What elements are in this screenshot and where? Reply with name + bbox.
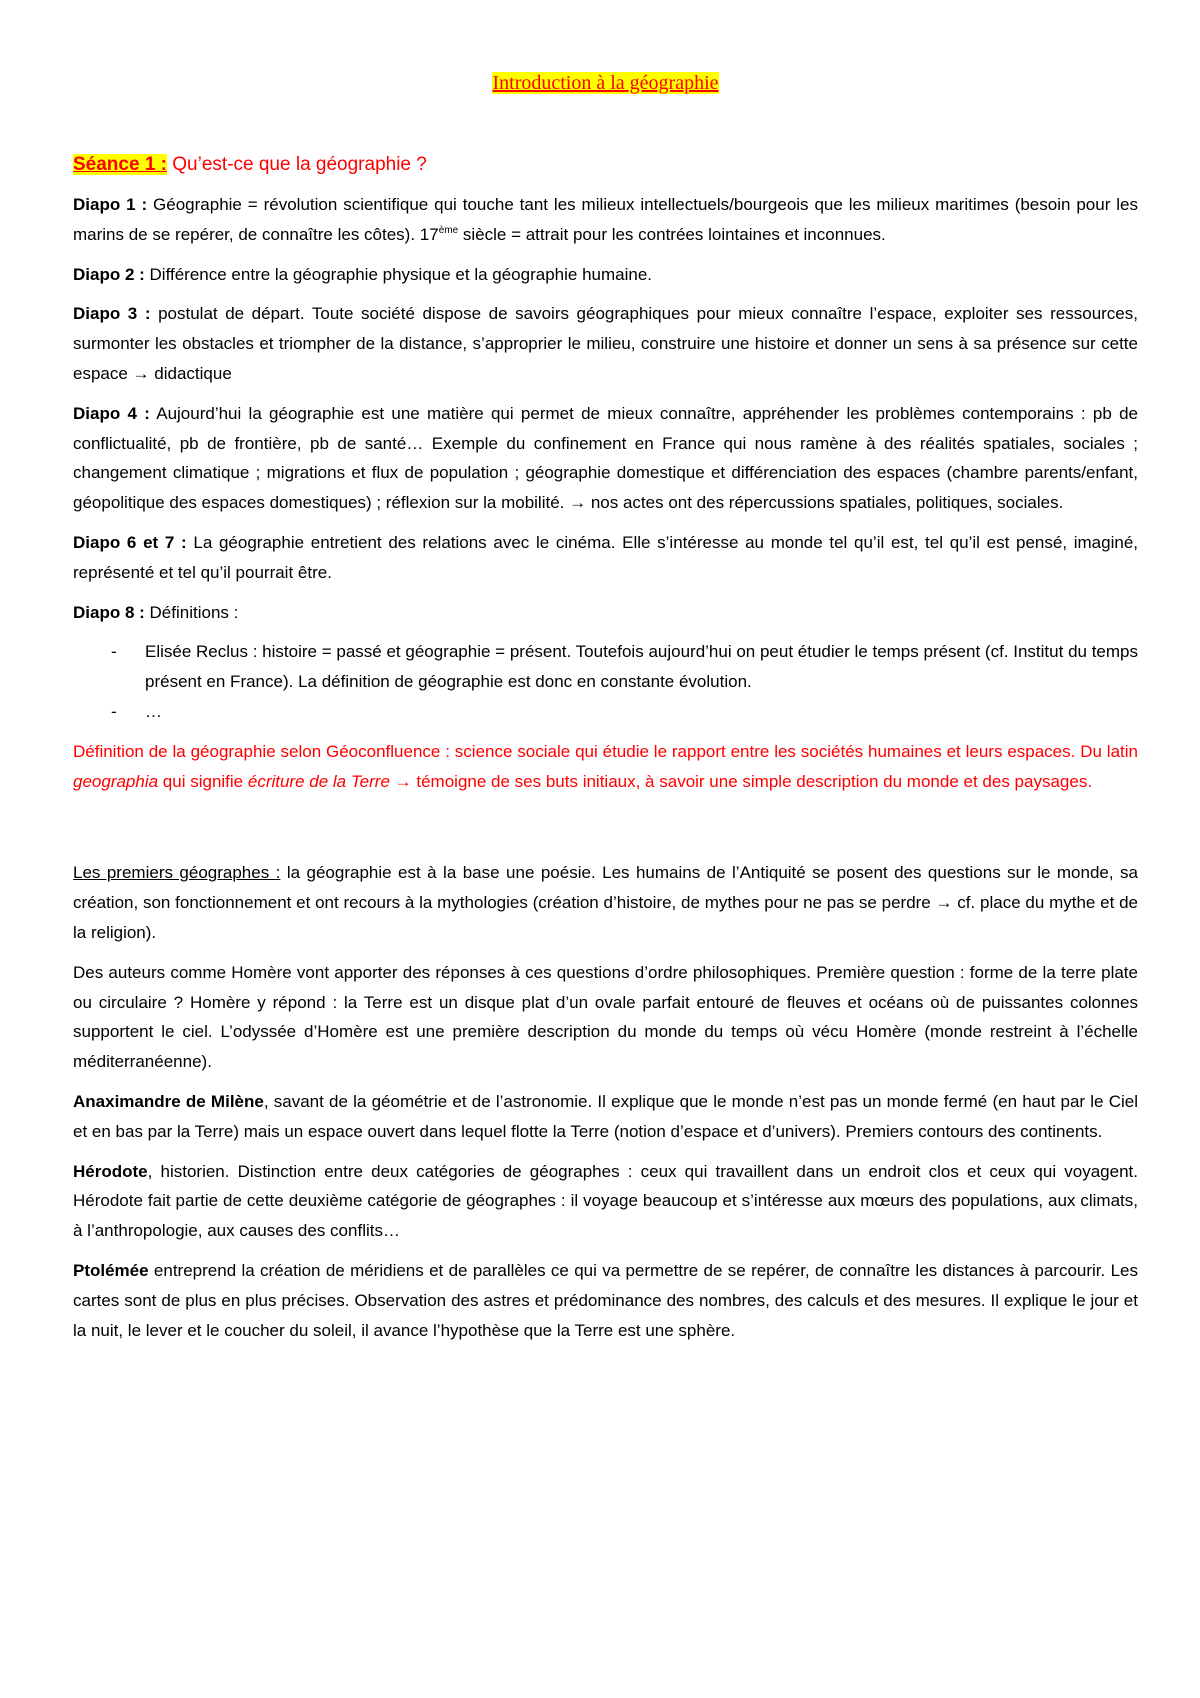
ptolemee-name: Ptolémée [73,1260,149,1280]
section-spacer [73,806,1138,858]
right-arrow-icon: → [935,893,953,913]
premiers-text: la géographie est à la base une poésie. Les humains de l’Antiquité se posent des questions sur le monde, sa création, son fonctionnement et ont recours à la mythologies (création d’histoire, de mythes pour ne pas se perdre [73,863,1138,913]
right-arrow-icon: → [132,363,150,383]
diapo-6-7-label: Diapo 6 et 7 : [73,532,187,552]
diapo-3-text: postulat de départ. Toute société dispose de savoirs géographiques pour mieux connaître l’espace, exploiter ses ressources, surmonter les obstacles et triompher de la distance, s’approprier le milieu, construire une histoire et donner un sens à sa présence sur cette espace [73,304,1138,383]
premiers-after: cf. place du mythe et de la religion). [73,893,1138,942]
definition-part-2: qui signifie [158,771,248,791]
premiers-label: Les premiers géographes : [73,863,281,883]
diapo-4-text: Aujourd’hui la géographie est une matière qui permet de mieux connaître, appréhender les problèmes contemporains : pb de conflictualité, pb de frontière, pb de santé… Exemple du confinement en France qui nous ramène à des réalités spatiales, sociales ; changement climatique ; migrations et flux de population ; géographie domestique et différenciation des espaces (chambre parents/enfant, géopolitique des espaces domestiques) ; réflexion sur la mobilité. [73,403,1138,513]
list-item: - … [73,697,1138,727]
paragraph-diapo-6-7 [73,528,1138,588]
diapo-4-label: Diapo 4 : [73,403,150,423]
definitions-list [73,637,1138,726]
diapo-2-label: Diapo 2 : [73,264,145,284]
diapo-3-after: didactique [149,363,232,383]
paragraph-diapo-4 [73,399,1138,518]
ptolemee-text: entreprend la création de méridiens et de parallèles ce qui va permettre de se repérer, de connaître les distances à parcourir. Les cartes sont de plus en plus précises. Observation des astres et prédominance des nombres, des calculs et des mesures. Il explique le jour et la nuit, le lever et le coucher du soleil, il avance l’hypothèse que la Terre est une sphère. [73,1260,1138,1340]
diapo-4-after: nos actes ont des répercussions spatiales, politiques, sociales. [586,493,1064,513]
diapo-8-label: Diapo 8 : [73,602,145,622]
session-question: Qu’est-ce que la géographie ? [167,154,427,175]
definition-part-1: Définition de la géographie selon Géoconfluence : science sociale qui étudie le rapport entre les sociétés humaines et leurs espaces. Du latin [73,741,1138,761]
definition-italic-2: écriture de la Terre [247,771,390,791]
document-title-text: Introduction à la géographie [492,72,719,94]
diapo-3-label: Diapo 3 : [73,304,151,324]
list-item: - Elisée Reclus : histoire = passé et géographie = présent. Toutefois aujourd’hui on peut étudier le temps présent (cf. Institut du temps présent en France). La définition de géographie est donc en constante évolution. [73,637,1138,697]
paragraph-homere: Des auteurs comme Homère vont apporter des réponses à ces questions d’ordre philosophiques. Première question : forme de la terre plate ou circulaire ? Homère y répond : la Terre est un disque plat d’un ovale parfait entouré de fleuves et océans où de puissantes colonnes supportent le ciel. L’odyssée d’Homère est une première description du monde du temps où vécu Homère (monde restreint à l’échelle méditerranéenne). [73,962,1138,1072]
session-heading [73,150,1138,180]
paragraph-premiers-geographes [73,858,1138,947]
paragraph-diapo-1 [73,190,1138,250]
right-arrow-icon: → [569,493,587,513]
herodote-text: , historien. Distinction entre deux catégories de géographes : ceux qui travaillent dans un endroit clos et ceux qui voyagent. Hérodote fait partie de cette deuxième catégorie de géographes : il voyage beaucoup et s’intéresse aux mœurs des populations, aux climats, à l’anthropologie, aux causes des conflits… [73,1161,1138,1241]
paragraph-diapo-3 [73,299,1138,388]
document-title [73,68,1138,98]
paragraph-herodote [73,1157,1138,1246]
anaximandre-text: , savant de la géométrie et de l’astronomie. Il explique que le monde n’est pas un monde fermé (en haut par le Ciel et en bas par la Terre) mais un espace ouvert dans lequel flotte la Terre (notion d’espace et d’univers). Premiers contours des continents. [73,1091,1138,1141]
diapo-1-label: Diapo 1 : [73,195,148,214]
diapo-1-text-b: siècle = attrait pour les contrées lointaines et inconnues. [458,224,886,244]
definition-part-3: témoigne de ses buts initiaux, à savoir une simple description du monde et des paysages. [416,771,1093,791]
diapo-8-text: Définitions : [144,602,239,622]
right-arrow-icon: → [389,771,417,791]
paragraph-ptolemee [73,1256,1138,1345]
session-label: Séance 1 : [73,154,167,175]
definition-paragraph [73,737,1138,797]
paragraph-diapo-2 [73,260,1138,290]
diapo-6-7-text: La géographie entretient des relations avec le cinéma. Elle s’intéresse au monde tel qu’il est, tel qu’il est pensé, imaginé, représenté et tel qu’il pourrait être. [73,532,1138,582]
paragraph-diapo-8 [73,598,1138,628]
anaximandre-name: Anaximandre de Milène [73,1091,264,1111]
diapo-2-text: Différence entre la géographie physique et la géographie humaine. [144,264,652,284]
paragraph-anaximandre [73,1087,1138,1147]
herodote-name: Hérodote [73,1161,148,1181]
diapo-1-text-a: Géographie = révolution scientifique qui touche tant les milieux intellectuels/bourgeois que les milieux maritimes (besoin pour les marins de se repérer, de connaître les côtes). 17 [73,195,1138,244]
diapo-1-superscript: ème [438,224,459,236]
definition-italic-1: geographia [73,771,159,791]
